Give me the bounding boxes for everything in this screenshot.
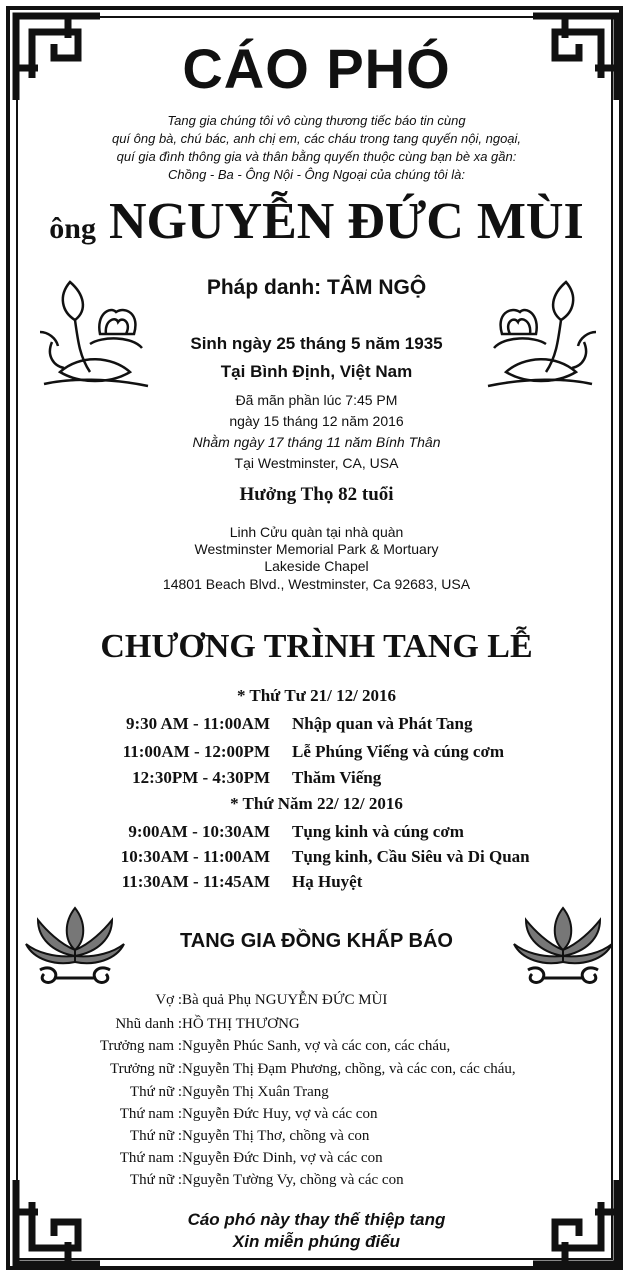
intro-line: Chồng - Ba - Ông Nội - Ông Ngoại của chúng tôi là: — [168, 167, 465, 182]
family-label: Thứ nữ : — [129, 1128, 182, 1144]
family-title: TANG GIA ĐỒNG KHẤP BÁO — [180, 930, 453, 952]
venue-line: Linh Cửu quàn tại nhà quàn — [229, 524, 404, 540]
family-value: Nguyễn Thị Đạm Phương, chồng, và các con, các cháu, — [182, 1061, 516, 1077]
family-label: Thứ nữ : — [129, 1084, 182, 1100]
family-label: Thứ nữ : — [129, 1172, 182, 1188]
venue-line: 14801 Beach Blvd., Westminster, Ca 92683, USA — [162, 576, 471, 592]
birth-place: Tại Bình Định, Việt Nam — [220, 362, 413, 381]
closing-line: Cáo phó này thay thế thiệp tang — [187, 1210, 446, 1229]
family-value: Nguyễn Thị Xuân Trang — [182, 1084, 329, 1100]
deceased-name: NGUYỄN ĐỨC MÙI — [108, 193, 584, 250]
family-label: Nhũ danh : — [115, 1016, 182, 1032]
age: Hưởng Thọ 82 tuổi — [239, 484, 394, 505]
page-title: CÁO PHÓ — [182, 37, 451, 100]
venue-line: Westminster Memorial Park & Mortuary — [194, 541, 439, 557]
schedule-time: 10:30AM - 11:00AM — [120, 847, 270, 866]
family-value: Nguyễn Thị Thơ, chồng và con — [182, 1128, 370, 1144]
family-label: Thứ nam : — [119, 1106, 182, 1122]
family-value: Nguyễn Đức Dinh, vợ và các con — [182, 1150, 383, 1166]
program-title: CHƯƠNG TRÌNH TANG LỄ — [100, 628, 533, 665]
dharma-name: Pháp danh: TÂM NGỘ — [206, 276, 427, 299]
closing-line: Xin miễn phúng điếu — [232, 1232, 401, 1251]
schedule-time: 12:30PM - 4:30PM — [132, 768, 270, 787]
venue-line: Lakeside Chapel — [264, 558, 369, 574]
schedule-activity: Lễ Phúng Viếng và cúng cơm — [292, 742, 505, 761]
schedule-time: 9:00AM - 10:30AM — [128, 822, 270, 841]
intro-line: quí gia đình thông gia và thân bằng quyến thuộc cùng bạn bè xa gần: — [116, 149, 517, 164]
family-label: Thứ nam : — [119, 1150, 182, 1166]
intro-line: quí ông bà, chú bác, anh chị em, các cháu trong tang quyến nội, ngoại, — [111, 131, 522, 146]
family-label: Trưởng nữ : — [110, 1061, 182, 1077]
day-heading: * Thứ Năm 22/ 12/ 2016 — [230, 794, 403, 813]
family-value: Nguyễn Tường Vy, chồng và các con — [182, 1172, 404, 1188]
day-heading: * Thứ Tư 21/ 12/ 2016 — [236, 686, 397, 705]
name-prefix: ông — [49, 212, 96, 245]
schedule-time: 9:30 AM - 11:00AM — [125, 714, 270, 733]
birth-date: Sinh ngày 25 tháng 5 năm 1935 — [190, 334, 443, 353]
passed-place: Tại Westminster, CA, USA — [234, 455, 399, 471]
schedule-time: 11:00AM - 12:00PM — [122, 742, 270, 761]
schedule-activity: Nhập quan và Phát Tang — [292, 714, 473, 733]
family-value: Nguyễn Phúc Sanh, vợ và các con, các cháu, — [182, 1038, 451, 1054]
schedule-activity: Hạ Huyệt — [292, 872, 363, 891]
family-label: Trưởng nam : — [99, 1038, 182, 1054]
schedule-activity: Tụng kinh và cúng cơm — [292, 822, 464, 841]
passed-date: ngày 15 tháng 12 năm 2016 — [229, 413, 404, 429]
family-value: Nguyễn Đức Huy, vợ và các con — [182, 1106, 378, 1122]
passed-time: Đã mãn phần lúc 7:45 PM — [235, 392, 398, 408]
lunar-date: Nhằm ngày 17 tháng 11 năm Bính Thân — [192, 434, 441, 450]
schedule-activity: Tụng kinh, Cầu Siêu và Di Quan — [292, 847, 530, 866]
family-value: Bà quả Phụ NGUYỄN ĐỨC MÙI — [182, 992, 388, 1008]
schedule-time: 11:30AM - 11:45AM — [121, 872, 270, 891]
schedule-activity: Thăm Viếng — [292, 768, 382, 787]
family-label: Vợ : — [155, 992, 182, 1008]
intro-line: Tang gia chúng tôi vô cùng thương tiếc báo tin cùng — [167, 113, 466, 128]
deceased-name-line — [0, 192, 633, 251]
family-value: HỒ THỊ THƯƠNG — [182, 1016, 300, 1032]
